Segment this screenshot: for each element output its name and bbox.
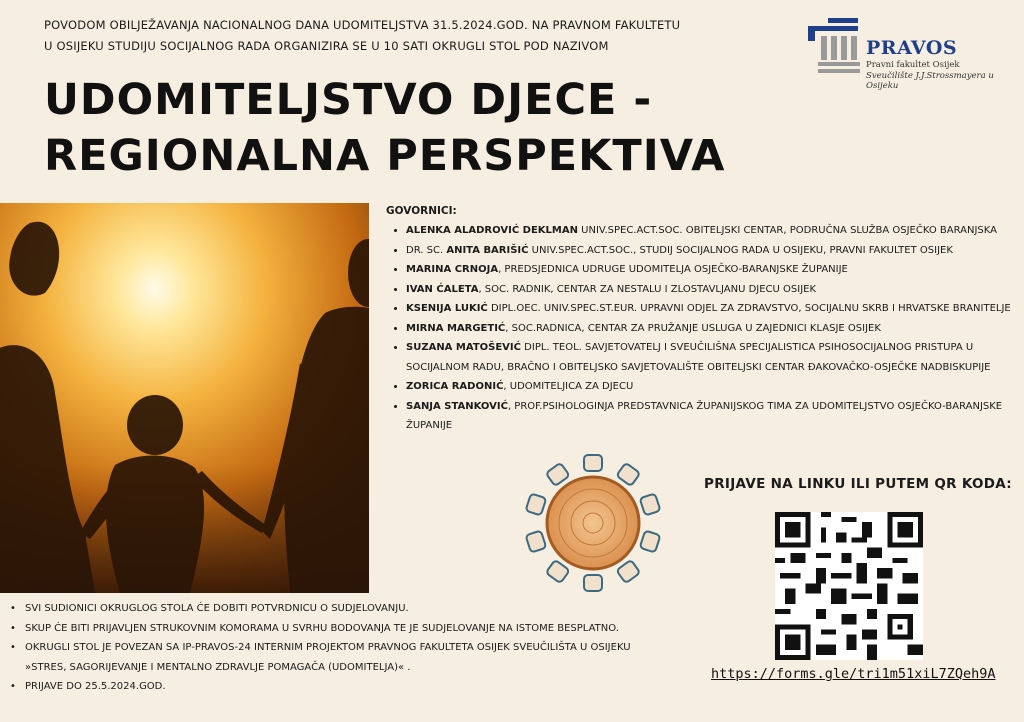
speaker-item (406, 397, 1016, 436)
note-item: • PRIJAVE DO 25.5.2024.GOD. (10, 677, 670, 697)
speakers-header: GOVORNICI: (386, 205, 457, 217)
logo-subtitle-1: Pravni fakultet Osijek (866, 60, 960, 70)
speaker-description: , PROF.PSIHOLOGINJA PREDSTAVNICA ŽUPANIJSKOG TIMA ZA UDOMITELJSTVO OSJEČKO-BARANJSKE ŽUPANIJE (406, 400, 1003, 431)
family-sunset-photo (0, 203, 369, 593)
round-table-icon (523, 453, 663, 593)
logo-subtitle-2: Sveučilište J.J.Strossmayera u Osijeku (866, 71, 994, 91)
title-line-2: REGIONALNA PERSPEKTIVA (44, 131, 726, 181)
note-item: • SVI SUDIONICI OKRUGLOG STOLA ĆE DOBITI POTVRDNICU O SUDJELOVANJU. (10, 599, 670, 619)
speaker-name: MARINA CRNOJA (406, 264, 499, 275)
speaker-item (406, 221, 1016, 241)
speaker-name: ANITA BARIŠIĆ (446, 244, 529, 256)
speaker-prefix: DR. SC. (406, 244, 447, 256)
speaker-description: , UDOMITELJICA ZA DJECU (503, 381, 634, 392)
speaker-name: KSENIJA LUKIĆ (406, 303, 488, 314)
speaker-description: UNIV.SPEC.ACT.SOC., STUDIJ SOCIJALNOG RADA U OSIJEKU, PRAVNI FAKULTET OSIJEK (528, 244, 953, 256)
speaker-description: DIPL. TEOL. SAVJETOVATELJ I SVEUČILIŠNA SPECIJALISTICA PSIHOSOCIJALNOG PRISTUPA U SOCIJALNOM RADU, BRAČNO I OBITELJSKO SAVJETOVALIŠTE OBITELJSKI CENTAR ĐAKOVAČKO-OSJEČKE NADBISKUPIJE (406, 342, 991, 373)
speaker-description: UNIV.SPEC.ACT.SOC. OBITELJSKI CENTAR, PODRUČNA SLUŽBA OSJEČKO BARANJSKA (577, 225, 997, 236)
speaker-item (406, 241, 1016, 261)
qr-code-icon[interactable] (775, 512, 923, 660)
registration-title: PRIJAVE NA LINKU ILI PUTEM QR KODA: (704, 476, 1012, 492)
note-item: • OKRUGLI STOL JE POVEZAN SA IP-PRAVOS-24 INTERNIM PROJEKTOM PRAVNOG FAKULTETA OSIJEK SVEUČILIŠTA U OSIJEKU (10, 638, 670, 658)
speaker-name: ZORICA RADONIĆ (406, 381, 504, 392)
speaker-description: , SOC.RADNICA, CENTAR ZA PRUŽANJE USLUGA U ZAJEDNICI KLASJE OSIJEK (505, 322, 881, 334)
speaker-item (406, 338, 1016, 377)
speaker-name: ALENKA ALADROVIĆ DEKLMAN (406, 225, 578, 236)
speakers-list (386, 221, 1016, 436)
speaker-item (406, 299, 1016, 319)
speaker-item (406, 280, 1016, 300)
speaker-item (406, 319, 1016, 339)
speaker-name: MIRNA MARGETIĆ (406, 322, 506, 334)
page-title (44, 72, 725, 184)
pravos-logo (808, 16, 1008, 91)
speaker-name: SANJA STANKOVIĆ (406, 400, 508, 412)
intro-line-2: U OSIJEKU STUDIJU SOCIJALNOG RADA ORGANIZIRA SE U 10 SATI OKRUGLI STOL POD NAZIVOM (44, 39, 609, 53)
speakers-section (386, 205, 1016, 436)
notes-list (10, 599, 670, 697)
speaker-item (406, 377, 1016, 397)
speaker-name: SUZANA MATOŠEVIĆ (406, 342, 521, 353)
intro-text (44, 15, 744, 57)
speaker-description: , PREDSJEDNICA UDRUGE UDOMITELJA OSJEČKO-BARANJSKE ŽUPANIJE (498, 264, 848, 275)
speaker-item (406, 260, 1016, 280)
title-line-1: UDOMITELJSTVO DJECE - (44, 75, 653, 125)
column-logo-icon (808, 16, 864, 82)
speaker-description: DIPL.OEC. UNIV.SPEC.ST.EUR. UPRAVNI ODJEL ZA ZDRAVSTVO, SOCIJALNU SKRB I HRVATSKE BRANITELJE (487, 303, 1011, 314)
intro-line-1: POVODOM OBILJEŽAVANJA NACIONALNOG DANA UDOMITELJSTVA 31.5.2024.GOD. NA PRAVNOM FAKULTETU (44, 18, 681, 32)
logo-name: PRAVOS (866, 37, 958, 59)
speaker-description: , SOC. RADNIK, CENTAR ZA NESTALU I ZLOSTAVLJANU DJECU OSIJEK (478, 283, 817, 295)
registration-link[interactable]: https://forms.gle/tri1m51xiL7ZQeh9A (711, 666, 996, 682)
speaker-name: IVAN ĆALETA (406, 283, 479, 295)
note-item: • SKUP ĆE BITI PRIJAVLJEN STRUKOVNIM KOMORAMA U SVRHU BODOVANJA TE JE SUDJELOVANJE NA ISTOME BESPLATNO. (10, 619, 670, 639)
note-item-continuation: »STRES, SAGORIJEVANJE I MENTALNO ZDRAVLJE POMAGAČA (UDOMITELJA)« . (25, 661, 411, 673)
